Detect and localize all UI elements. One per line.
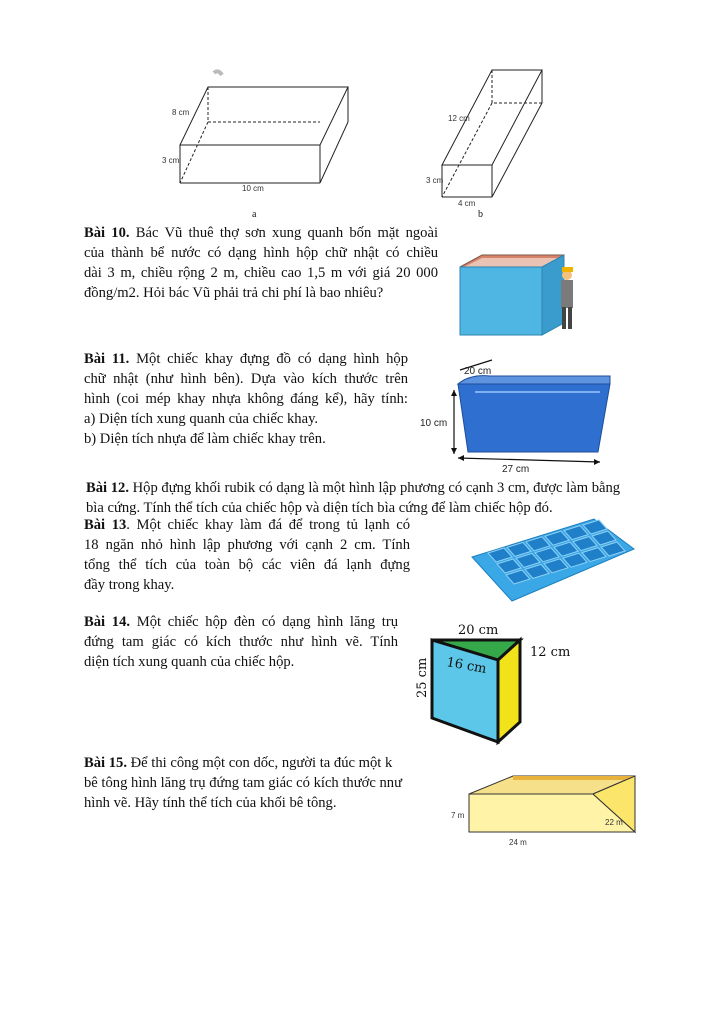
problem-id: Bài 15. — [84, 755, 127, 771]
figure-caption-a: a — [252, 209, 257, 220]
water-tank-illustration — [452, 245, 582, 345]
problem-13: Bài 13. Một chiếc khay làm đá để trong tủ lạnh có 18 ngăn nhỏ hình lập phương với cạnh 2 cm. Tính tổng thể tích của toàn bộ các viên đá lạnh đựng đầy trong khay. — [84, 517, 410, 593]
problem-15: Bài 15. Để thi công một con dốc, người ta đúc một k bê tông hình lăng trụ đứng tam giác có kích thước nnư hình vẽ. Hãy tính thể tích của khối bê tông. — [84, 755, 402, 811]
dim-label: 8 cm — [172, 108, 190, 117]
concrete-ramp-illustration — [445, 772, 645, 852]
plastic-tray-illustration — [420, 362, 620, 474]
problem-id: Bài 10. — [84, 225, 130, 241]
dim-label: 16 cm — [445, 655, 488, 677]
dim-label: 20 cm — [464, 366, 492, 377]
dim-label: 22 m — [605, 818, 623, 827]
dim-label: 10 cm — [420, 418, 448, 429]
cuboid-figure-b — [420, 65, 560, 215]
problem-12: Bài 12. Hộp đựng khối rubik có dạng là một hình lập phương có cạnh 3 cm, được làm bằng bìa cứng. Tính thể tích của chiếc hộp và diện tích bìa cứng để làm chiếc hộp đó. — [86, 480, 621, 516]
dim-label: 24 m — [509, 838, 527, 847]
dim-label: 4 cm — [458, 199, 476, 208]
cuboid-figure-a — [150, 65, 370, 215]
dim-label: 27 cm — [502, 464, 530, 475]
dim-label: 12 cm — [530, 645, 571, 660]
problem-10: Bài 10. Bác Vũ thuê thợ sơn xung quanh bốn mặt ngoài của thành bể nước có dạng hình hộp chữ nhật có chiều dài 3 m, chiều rộng 2 m, chiều cao 1,5 m với giá 20 000 đồng/m2. Hỏi bác Vũ phải trả chi phí là bao nhiêu? — [84, 225, 438, 301]
dim-label: 20 cm — [458, 623, 499, 638]
problem-11: Bài 11. Một chiếc khay đựng đồ có dạng hình hộp chữ nhật (như hình bên). Dựa vào kích thước trên hình (coi mép khay nhựa không đáng kể), hãy tính: a) Diện tích xung quanh của chiếc khay. b) Diện tích nhựa để làm chiếc khay trên. — [84, 351, 409, 447]
dim-label: 3 cm — [162, 156, 180, 165]
figure-caption-b: b — [478, 209, 483, 220]
lamp-box-prism-illustration — [410, 618, 580, 744]
problem-id: Bài 11. — [84, 351, 130, 367]
problem-id: Bài 12. — [86, 480, 129, 496]
dim-label: 25 cm — [415, 657, 430, 698]
dim-label: 3 cm — [426, 176, 444, 185]
ice-tray-illustration — [468, 515, 638, 607]
dim-label: 12 cm — [448, 114, 470, 123]
dim-label: 10 cm — [242, 184, 264, 193]
problem-id: Bài 14. — [84, 614, 131, 630]
dim-label: 7 m — [451, 811, 465, 820]
problem-14: Bài 14. Một chiếc hộp đèn có dạng hình lăng trụ đứng tam giác có kích thước như hình vẽ. Tính diện tích xung quanh của chiếc hộp. — [84, 614, 398, 670]
problem-id: Bài 13 — [84, 517, 127, 533]
